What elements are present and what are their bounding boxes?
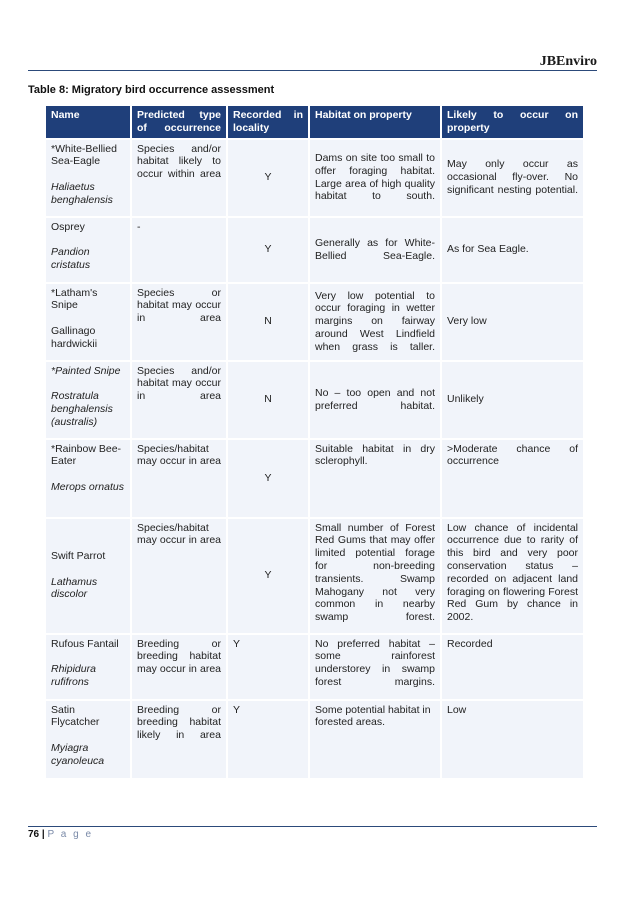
header-rule: [28, 70, 597, 71]
header-likely: Likely to occur on property: [442, 106, 583, 138]
table-row: [46, 519, 583, 633]
recorded-cell: Y: [228, 701, 308, 778]
table-row: [46, 140, 583, 216]
table-row: [46, 284, 583, 360]
scientific-name: Merops ornatus: [51, 481, 124, 494]
habitat-cell: Suitable habitat in dry sclerophyll.: [310, 440, 440, 517]
common-name: *Rainbow Bee-Eater: [51, 442, 122, 468]
name-cell: [46, 519, 130, 633]
habitat-cell: Dams on site too small to offer foraging habitat. Large area of high quality habitat to south.: [310, 140, 440, 216]
likely-cell: Low: [442, 701, 583, 778]
name-cell: [46, 362, 130, 438]
recorded-cell: Y: [228, 635, 308, 699]
scientific-name: Rostratula benghalensis (australis): [51, 390, 113, 428]
scientific-name: Pandion cristatus: [51, 246, 91, 272]
habitat-cell: No – too open and not preferred habitat.: [310, 362, 440, 438]
common-name: Osprey: [51, 220, 85, 233]
name-cell: [46, 635, 130, 699]
name-cell: [46, 140, 130, 216]
likely-cell: >Moderate chance of occurrence: [442, 440, 583, 517]
header-habitat: Habitat on property: [310, 106, 440, 138]
name-cell: [46, 701, 130, 778]
recorded-cell: Y: [228, 519, 308, 633]
table-row: [46, 218, 583, 282]
likely-cell: Low chance of incidental occurrence due to rarity of this bird and very poor conservation status – recorded on adjacent land foraging on flowering Forest Red Gum by chance in 2002.: [442, 519, 583, 633]
scientific-name: Haliaetus benghalensis: [51, 181, 113, 206]
predicted-cell: Species and/or habitat may occur in area: [132, 362, 226, 438]
footer-separator: |: [41, 829, 45, 840]
habitat-cell: Small number of Forest Red Gums that may offer limited potential forage for non-breeding transients. Swamp Mahogany not very common in nearby swamp forest.: [310, 519, 440, 633]
table-row: [46, 440, 583, 517]
predicted-cell: Species/habitat may occur in area: [132, 440, 226, 517]
common-name: *Painted Snipe: [51, 364, 121, 377]
predicted-cell: Species/habitat may occur in area: [132, 519, 226, 633]
recorded-cell: N: [228, 284, 308, 360]
likely-cell: Very low: [442, 284, 583, 360]
common-name: Swift Parrot: [51, 549, 106, 562]
table-row: [46, 362, 583, 438]
habitat-cell: Some potential habitat in forested areas.: [310, 701, 440, 778]
scientific-name: Lathamus discolor: [51, 575, 98, 601]
header-name: Name: [46, 106, 130, 138]
page-footer: [28, 829, 93, 840]
table-header-row: [46, 106, 583, 138]
recorded-cell: Y: [228, 140, 308, 216]
predicted-cell: Species and/or habitat likely to occur within area: [132, 140, 226, 216]
recorded-cell: Y: [228, 440, 308, 517]
common-name: *White-Bellied Sea-Eagle: [51, 142, 117, 168]
bird-occurrence-table: [44, 104, 585, 780]
scientific-name: Myiagra cyanoleuca: [51, 742, 105, 767]
page-number: 76: [28, 829, 40, 840]
name-cell: [46, 218, 130, 282]
predicted-cell: -: [132, 218, 226, 282]
common-name: *Latham's Snipe: [51, 286, 98, 312]
scientific-name: Gallinago hardwickii: [51, 325, 98, 350]
common-name: Rufous Fantail: [51, 637, 119, 650]
predicted-cell: Species or habitat may occur in area: [132, 284, 226, 360]
recorded-cell: Y: [228, 218, 308, 282]
name-cell: [46, 284, 130, 360]
table-caption: Table 8: Migratory bird occurrence assessment: [28, 84, 275, 96]
table-row: [46, 701, 583, 778]
likely-cell: May only occur as occasional fly-over. No significant nesting potential.: [442, 140, 583, 216]
habitat-cell: Generally as for White-Bellied Sea-Eagle.: [310, 218, 440, 282]
likely-cell: Unlikely: [442, 362, 583, 438]
name-cell: [46, 440, 130, 517]
common-name: Satin Flycatcher: [51, 703, 100, 729]
likely-cell: As for Sea Eagle.: [442, 218, 583, 282]
predicted-cell: Breeding or breeding habitat may occur in area: [132, 635, 226, 699]
recorded-cell: N: [228, 362, 308, 438]
header-recorded: Recorded in locality: [228, 106, 308, 138]
footer-rule: [28, 826, 597, 827]
habitat-cell: Very low potential to occur foraging in wetter margins on fairway around West Lindfield when grass is taller.: [310, 284, 440, 360]
predicted-cell: Breeding or breeding habitat likely in area: [132, 701, 226, 778]
brand-logo: JBEnviro: [539, 54, 597, 69]
header-predicted: Predicted type of occurrence: [132, 106, 226, 138]
scientific-name: Rhipidura rufifrons: [51, 663, 96, 689]
table-row: [46, 635, 583, 699]
page-label: P a g e: [47, 829, 94, 840]
likely-cell: Recorded: [442, 635, 583, 699]
habitat-cell: No preferred habitat – some rainforest understorey in swamp forest margins.: [310, 635, 440, 699]
